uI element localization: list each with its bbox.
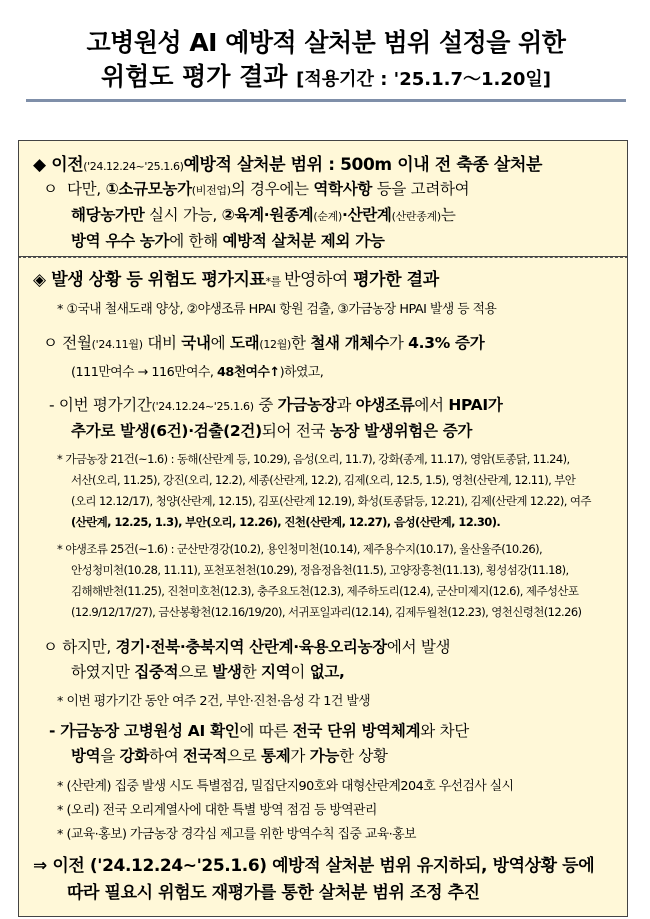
however-line2: 하였지만 집중적으로 발생한 지역이 없고, (71, 663, 345, 681)
wild-bird-list-line3: 김해해반천(11.25), 진천미호천(12.3), 충주요도천(12.3), 제주하도리(12.4), 군산미제지(12.6), 제주성산포 (71, 584, 579, 598)
migratory-bird-line2: (111만여수 → 116만여수, 48천여수↑)하였고, (71, 365, 324, 380)
title-main: 위험도 평가 결과 (100, 62, 288, 91)
farm-list-line1: * 가금농장 21건(~1.6) : 동해(산란계 등, 10.29), 음성(오리, 11.7), 강화(종계, 11.17), 영암(토종닭, 11.24), (57, 452, 570, 466)
measure-note-1: * (산란계) 집중 발생 시도 특별점검, 밀집단지90호와 대형산란계204호 우선검사 실시 (57, 779, 514, 794)
indicator-note: * ①국내 철새도래 양상, ②야생조류 HPAI 항원 검출, ③가금농장 HPAI 발생 등 적용 (57, 302, 497, 317)
measure-note-3: * (교육·홍보) 가금농장 경각심 제고를 위한 방역수칙 집중 교육·홍보 (57, 827, 416, 842)
conclusion-line1: ⇒ 이전 ('24.12.24~'25.1.6) 예방적 살처분 범위 유지하되, 방역상황 등에 (33, 856, 595, 876)
previous-range-box (18, 140, 628, 257)
control-line2: 방역을 강화하여 전국적으로 통제가 가능한 상황 (71, 747, 388, 765)
however-note: * 이번 평가기간 동안 여주 2건, 부안·진천·음성 각 1건 발생 (57, 694, 371, 709)
document-title (26, 26, 626, 97)
hpai-line1: - 이번 평가기간('24.12.24~'25.1.6) 중 가금농장과 야생조류에서 HPAI가 (49, 396, 503, 414)
farm-list-line4: (산란계, 12.25, 1.3), 부안(오리, 12.26), 진천(산란계, 12.27), 음성(산란계, 12.30). (71, 515, 501, 529)
farm-list-line2: 서산(오리, 11.25), 강진(오리, 12.2), 세종(산란계, 12.2), 김제(오리, 12.5, 1.5), 영천(산란계, 12.11), 부안 (71, 473, 576, 487)
section1-line1: ㅇ 다만, ①소규모농가(비전업)의 경우에는 역학사항 등을 고려하여 (43, 180, 470, 198)
control-line1: - 가금농장 고병원성 AI 확인에 따른 전국 단위 방역체계와 차단 (49, 722, 469, 740)
title-underline (26, 99, 626, 102)
title-period: [적용기간 : '25.1.7～1.20일] (296, 69, 551, 90)
section2-header: ◈ 발생 상황 등 위험도 평가지표*를 반영하여 평가한 결과 (33, 270, 439, 290)
wild-bird-list-line1: * 야생조류 25건(~1.6) : 군산만경강(10.2), 용인청미천(10.14), 제주용수지(10.17), 울산울주(10.26), (57, 542, 543, 556)
hpai-line2: 추가로 발생(6건)·검출(2건)되어 전국 농장 발생위험은 증가 (71, 422, 473, 440)
title-line-2 (26, 60, 626, 97)
title-line-1: 고병원성 AI 예방적 살처분 범위 설정을 위한 (86, 28, 566, 57)
section1-line3: 방역 우수 농가에 한해 예방적 살처분 제외 가능 (71, 232, 385, 250)
section1-line2: 해당농가만 실시 가능, ②육계·원종계(순계)·산란계(산란종계)는 (71, 206, 456, 224)
measure-note-2: * (오리) 전국 오리계열사에 대한 특별 방역 점검 등 방역관리 (57, 803, 377, 818)
risk-assessment-box (18, 257, 628, 917)
conclusion-line2: 따라 필요시 위험도 재평가를 통한 살처분 범위 조정 추진 (67, 883, 480, 903)
migratory-bird-line1: ㅇ 전월('24.11월) 대비 국내에 도래(12월)한 철새 개체수가 4.3% 증가 (43, 334, 485, 352)
section1-header: ◆ 이전('24.12.24~'25.1.6)예방적 살처분 범위 : 500m 이내 전 축종 살처분 (33, 155, 542, 175)
wild-bird-list-line4: (12.9/12/17/27), 금산봉황천(12.16/19/20), 서귀포일과리(12.14), 김제두월천(12.23), 영천신령천(12.26) (71, 605, 582, 619)
wild-bird-list-line2: 안성청미천(10.28, 11.11), 포천포천천(10.29), 정읍정읍천(11.5), 고양장흥천(11.13), 횡성섬강(11.18), (71, 563, 569, 577)
farm-list-line3: (오리 12.12/17), 청양(산란계, 12.15), 김포(산란계 12.19), 화성(토종닭등, 12.21), 김제(산란계 12.22), 여주 (71, 494, 591, 508)
however-line1: ㅇ 하지만, 경기·전북·충북지역 산란계·육용오리농장에서 발생 (43, 638, 451, 656)
